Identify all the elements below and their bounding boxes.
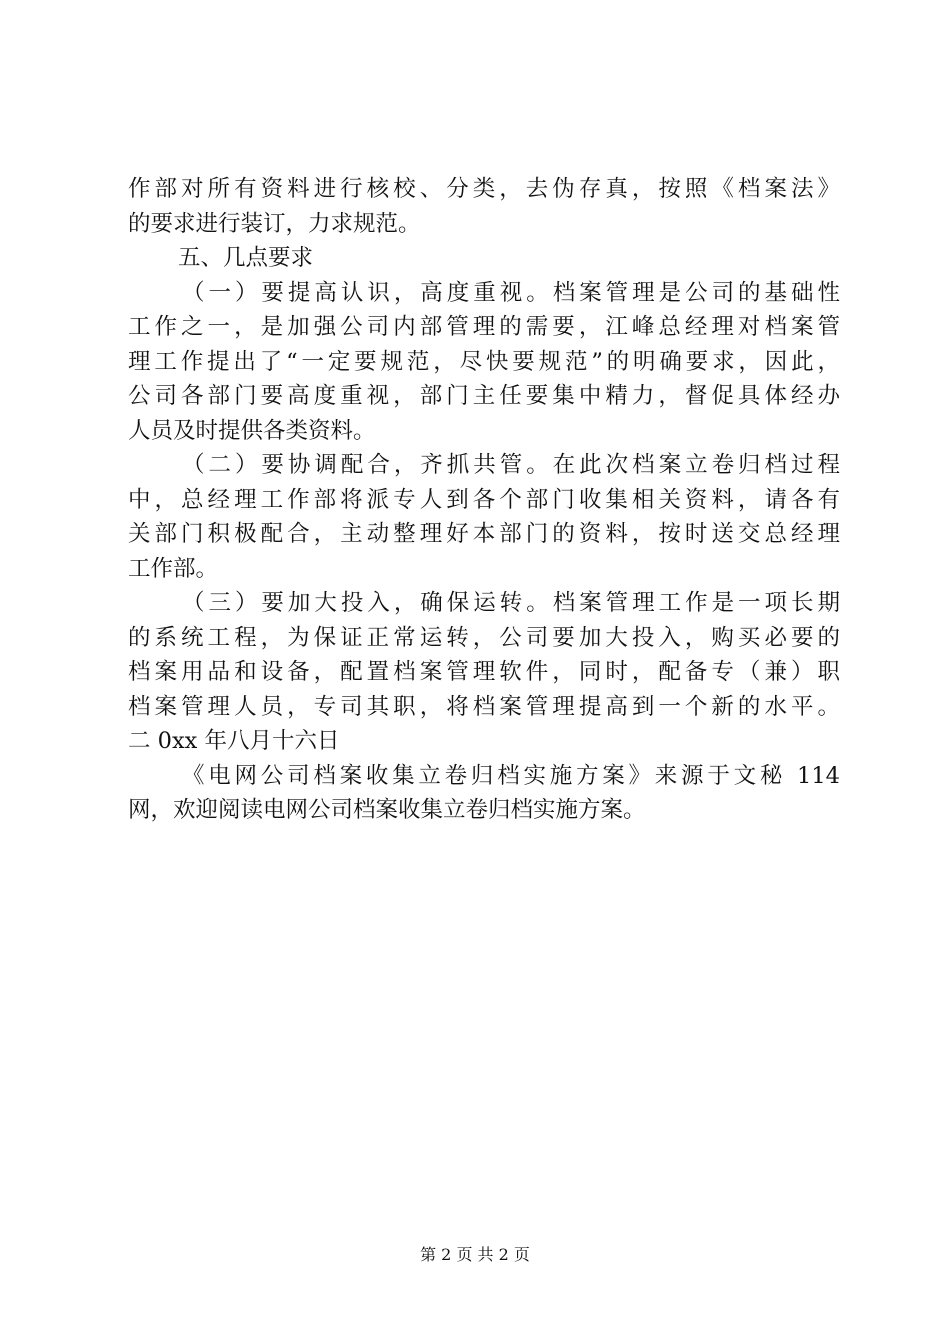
text-line: 关部门积极配合，主动整理好本部门的资料，按时送交总经理 — [128, 521, 840, 547]
text-line: 的系统工程，为保证正常运转，公司要加大投入，购买必要的 — [128, 624, 840, 651]
text-line: （一）要提高认识，高度重视。档案管理是公司的基础性 — [182, 279, 840, 306]
page-footer: 第 2 页 共 2 页 — [420, 1245, 530, 1264]
text-line: 《电网公司档案收集立卷归档实施方案》来源于文秘 114 — [182, 762, 840, 789]
text-line: （三）要加大投入，确保运转。档案管理工作是一项长期 — [182, 590, 840, 616]
text-line: 的要求进行装订，力求规范。 — [128, 210, 421, 237]
text-line: 网，欢迎阅读电网公司档案收集立卷归档实施方案。 — [128, 797, 646, 823]
text-line: 中，总经理工作部将派专人到各个部门收集相关资料，请各有 — [128, 486, 840, 513]
text-line: 档案管理人员，专司其职，将档案管理提高到一个新的水平。 — [128, 693, 840, 720]
text-line: 档案用品和设备，配置档案管理软件，同时，配备专（兼）职 — [128, 659, 840, 685]
date-line: 二 0xx 年八月十六日 — [128, 728, 340, 754]
text-line: 公司各部门要高度重视，部门主任要集中精力，督促具体经办 — [128, 383, 840, 409]
text-line: （二）要协调配合，齐抓共管。在此次档案立卷归档过程 — [182, 452, 840, 478]
section-heading: 五、几点要求 — [178, 245, 314, 271]
document-body — [128, 172, 840, 828]
text-line: 理工作提出了“一定要规范，尽快要规范”的明确要求，因此， — [128, 348, 840, 375]
text-line: 工作之一，是加强公司内部管理的需要，江峰总经理对档案管 — [128, 314, 840, 340]
text-line: 人员及时提供各类资料。 — [128, 417, 376, 444]
text-line: 工作部。 — [128, 555, 219, 582]
text-line: 作部对所有资料进行核校、分类，去伪存真，按照《档案法》 — [128, 176, 840, 202]
